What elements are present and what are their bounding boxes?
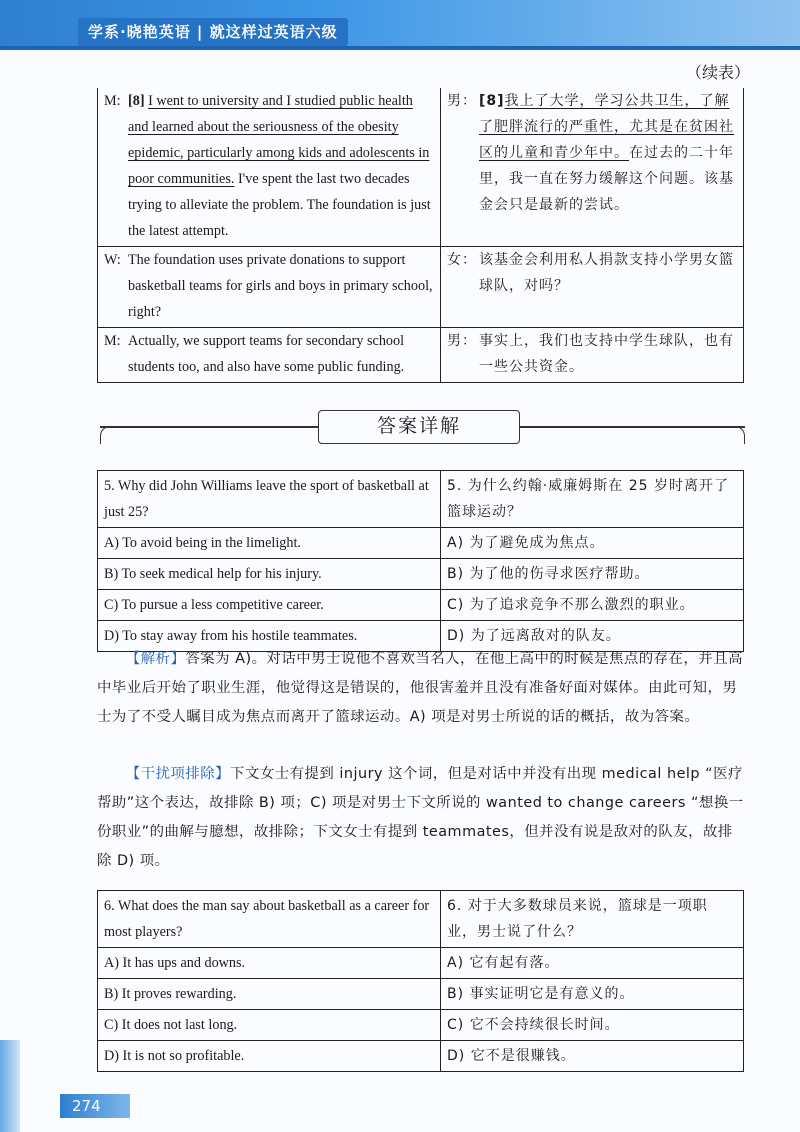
analysis-tag: 【解析】 (125, 651, 186, 667)
dialogue-text: The foundation uses private donations to support basketball teams for girls and boys in primary school, right? (128, 252, 433, 320)
dialogue-en-cell (98, 328, 441, 383)
question-en: 5. Why did John Williams leave the sport of basketball at just 25? (98, 471, 441, 528)
question-6-table (97, 890, 744, 1072)
option-zh: C) 为了追求竞争不那么激烈的职业。 (441, 590, 744, 621)
option-zh: C) 它不会持续很长时间。 (441, 1010, 744, 1041)
analysis-paragraph (97, 645, 747, 732)
dialogue-text: 在过去的二十年里，我一直在努力缓解这个问题。该基金会只是最新的尝试。 (479, 145, 734, 213)
banner-left-hook (100, 426, 112, 444)
dialogue-en-cell (98, 88, 441, 247)
option-row (98, 979, 744, 1010)
dialogue-en-cell (98, 247, 441, 328)
option-en: C) It does not last long. (98, 1010, 441, 1041)
key-sentence: I went to university and I studied public health and learned about the seriousness of the obesity epidemic, particularly among kids and adolescents in poor communities. (128, 93, 430, 187)
continued-label: （续表） (685, 63, 750, 82)
dialogue-zh-cell (441, 88, 744, 247)
speaker-label: 男： (447, 93, 477, 109)
header-band (0, 0, 800, 50)
option-row (98, 528, 744, 559)
key-sentence: 我上了大学，学习公共卫生，了解了肥胖流行的严重性，尤其是在贫困社区的儿童和青少年中。 (479, 93, 734, 161)
speaker-label: 女： (447, 252, 477, 268)
dialogue-zh-cell (441, 247, 744, 328)
option-en: B) To seek medical help for his injury. (98, 559, 441, 590)
banner-right-hook (733, 426, 745, 444)
dialogue-row (98, 247, 744, 328)
option-row (98, 1041, 744, 1072)
question-row (98, 891, 744, 948)
question-zh: 5. 为什么约翰·威廉姆斯在 25 岁时离开了篮球运动？ (441, 471, 744, 528)
page-number: 274 (60, 1094, 130, 1118)
option-zh: A) 为了避免成为焦点。 (441, 528, 744, 559)
dialogue-text: Actually, we support teams for secondary school students too, and also have some public funding. (128, 333, 405, 375)
option-en: D) To stay away from his hostile teammates. (98, 621, 441, 652)
question-5-table (97, 470, 744, 652)
distractor-tag: 【干扰项排除】 (125, 766, 231, 782)
dialogue-row (98, 328, 744, 383)
option-en: C) To pursue a less competitive career. (98, 590, 441, 621)
option-row (98, 1010, 744, 1041)
speaker-label: M: (104, 93, 121, 109)
section-banner (100, 410, 745, 444)
section-title: 答案详解 (318, 410, 520, 444)
option-zh: A) 它有起有落。 (441, 948, 744, 979)
option-en: B) It proves rewarding. (98, 979, 441, 1010)
distractor-text: 下文女士有提到 injury 这个词，但是对话中并没有出现 medical help “医疗帮助”这个表达，故排除 B) 项；C) 项是对男士下文所说的 wanted to change careers “想换一份职业”的曲解与臆想，故排除；下文女士有提到 teammates，但并没有说是敌对的队友，故排除 D) 项。 (97, 766, 744, 869)
option-zh: D) 它不是很赚钱。 (441, 1041, 744, 1072)
book-spine-edge (0, 1040, 20, 1132)
book-title: 学系·晓艳英语 | 就这样过英语六级 (78, 18, 348, 46)
option-zh: B) 为了他的伤寻求医疗帮助。 (441, 559, 744, 590)
option-en: A) It has ups and downs. (98, 948, 441, 979)
distractor-paragraph (97, 760, 747, 876)
question-tag: [8] (479, 93, 505, 109)
option-en: D) It is not so profitable. (98, 1041, 441, 1072)
option-row (98, 948, 744, 979)
speaker-label: M: (104, 333, 121, 349)
option-en: A) To avoid being in the limelight. (98, 528, 441, 559)
question-tag: [8] (128, 93, 145, 109)
option-zh: D) 为了远离敌对的队友。 (441, 621, 744, 652)
dialogue-table (97, 88, 744, 383)
speaker-label: W: (104, 252, 121, 268)
question-zh: 6. 对于大多数球员来说，篮球是一项职业，男士说了什么？ (441, 891, 744, 948)
question-row (98, 471, 744, 528)
analysis-text: 答案为 A)。对话中男士说他不喜欢当名人，在他上高中的时候是焦点的存在，并且高中毕业后开始了职业生涯，他觉得这是错误的，他很害羞并且没有准备好面对媒体。由此可知，男士为了不受人瞩目成为焦点而离开了篮球运动。A) 项是对男士所说的话的概括，故为答案。 (97, 651, 743, 725)
speaker-label: 男： (447, 333, 477, 349)
dialogue-text: 事实上，我们也支持中学生球队，也有一些公共资金。 (479, 333, 734, 375)
dialogue-text: I've spent the last two decades trying to alleviate the problem. The foundation is just the latest attempt. (128, 171, 431, 239)
dialogue-text: 该基金会利用私人捐款支持小学男女篮球队，对吗？ (479, 252, 734, 294)
question-en: 6. What does the man say about basketball as a career for most players? (98, 891, 441, 948)
option-zh: B) 事实证明它是有意义的。 (441, 979, 744, 1010)
option-row (98, 559, 744, 590)
option-row (98, 590, 744, 621)
dialogue-row (98, 88, 744, 247)
dialogue-zh-cell (441, 328, 744, 383)
